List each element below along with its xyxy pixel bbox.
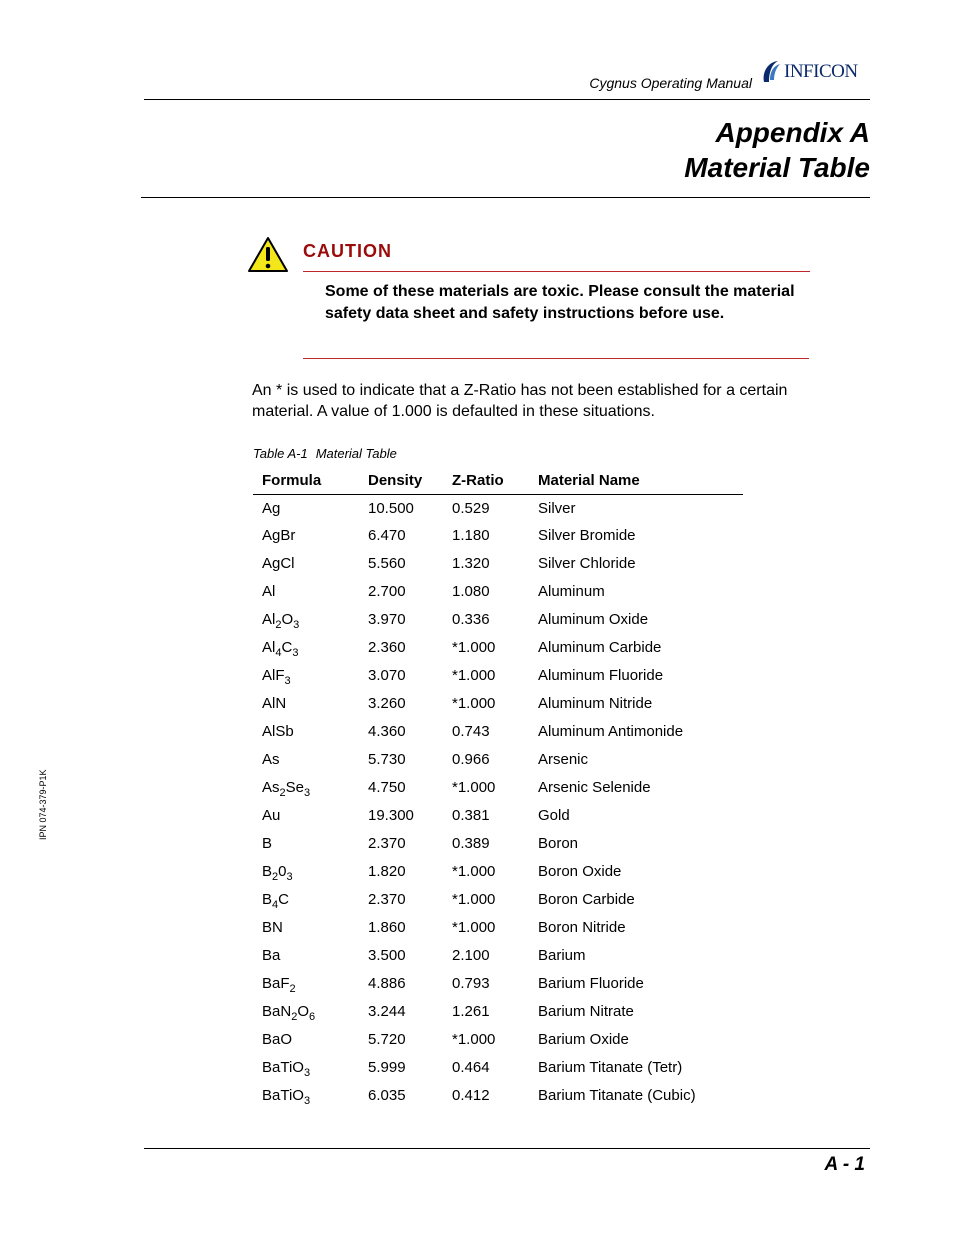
cell-zratio: *1.000 (452, 1030, 496, 1048)
cell-zratio: 0.412 (452, 1086, 490, 1104)
table-row (253, 495, 743, 522)
cell-density: 5.560 (368, 554, 406, 572)
cell-zratio: *1.000 (452, 694, 496, 712)
cell-density: 4.886 (368, 974, 406, 992)
table-row (253, 577, 743, 605)
cell-zratio: *1.000 (452, 862, 496, 880)
table-number: Table A-1 (253, 446, 308, 461)
cell-zratio: *1.000 (452, 918, 496, 936)
material-table (253, 466, 743, 1109)
formula-element: BaTiO (262, 1086, 304, 1104)
formula-element: AlN (262, 694, 287, 712)
formula-subscript: 4 (275, 646, 282, 659)
formula-element: BaF (262, 974, 290, 992)
heading-appendix: Appendix A (715, 117, 870, 148)
formula-element: As (262, 778, 280, 796)
header-zratio: Z-Ratio (443, 466, 529, 495)
cell-density: 3.970 (368, 610, 406, 628)
formula-element: 0 (278, 862, 287, 880)
table-row (253, 633, 743, 661)
formula-element: O (281, 610, 294, 628)
logo-wordmark: INFICON (784, 61, 858, 82)
cell-density: 2.370 (368, 890, 406, 908)
cell-material-name: Silver (538, 499, 576, 517)
cell-formula (253, 495, 359, 522)
formula-subscript: 2 (291, 1010, 298, 1023)
formula-element: AlF (262, 666, 285, 684)
cell-formula (253, 521, 359, 549)
formula-element: Al (262, 610, 276, 628)
cell-material-name: Boron Carbide (538, 890, 635, 908)
formula-element: O (297, 1002, 309, 1020)
table-row (253, 773, 743, 801)
cell-formula (253, 829, 359, 857)
cell-material-name: Barium Fluoride (538, 974, 644, 992)
formula-subscript: 2 (275, 618, 282, 631)
formula-element: Ba (262, 946, 281, 964)
formula-subscript: 3 (286, 870, 293, 883)
cell-material-name: Arsenic Selenide (538, 778, 651, 796)
cell-density: 6.035 (368, 1086, 406, 1104)
cell-zratio: 0.529 (452, 499, 490, 517)
cell-material-name: Aluminum Oxide (538, 610, 649, 628)
formula-element: Al (262, 638, 276, 656)
cell-zratio: 0.381 (452, 806, 490, 824)
cell-density: 1.860 (368, 918, 406, 936)
table-row (253, 1025, 743, 1053)
formula-subscript: 3 (293, 618, 300, 631)
caution-text: Some of these materials are toxic. Please consult the material safety data sheet and safety instructions before use. (325, 283, 795, 322)
formula-element: B (262, 890, 273, 908)
cell-zratio: *1.000 (452, 778, 496, 796)
cell-formula (253, 997, 359, 1025)
cell-formula (253, 689, 359, 717)
table-row (253, 969, 743, 997)
cell-formula (253, 773, 359, 801)
formula-subscript: 3 (303, 1094, 311, 1107)
table-row (253, 1081, 743, 1109)
header-rule (144, 99, 870, 100)
formula-element: BN (262, 918, 283, 936)
cell-density: 19.300 (368, 806, 414, 824)
cell-material-name: Gold (538, 806, 570, 824)
cell-formula (253, 969, 359, 997)
cell-material-name: Aluminum Carbide (538, 638, 662, 656)
cell-zratio: 0.743 (452, 722, 490, 740)
cell-material-name: Silver Chloride (538, 554, 636, 572)
cell-zratio: *1.000 (452, 638, 496, 656)
header-density: Density (359, 466, 443, 495)
formula-element: BaTiO (262, 1058, 304, 1076)
formula-element: C (281, 638, 293, 656)
cell-zratio: 0.966 (452, 750, 490, 768)
formula-element: AgCl (262, 554, 295, 572)
caution-bottom-rule (303, 358, 809, 359)
cell-material-name: Silver Bromide (538, 526, 636, 544)
cell-formula (253, 661, 359, 689)
table-header-row (253, 466, 743, 495)
cell-material-name: Barium Oxide (538, 1030, 629, 1048)
formula-subscript: 6 (308, 1010, 316, 1023)
cell-zratio: 0.389 (452, 834, 490, 852)
formula-subscript: 3 (292, 646, 299, 659)
cell-material-name: Arsenic (538, 750, 589, 768)
cell-zratio: 1.320 (452, 554, 490, 572)
side-ipn-label: IPN 074-379-P1K (38, 769, 48, 840)
cell-density: 2.360 (368, 638, 406, 656)
table-row (253, 857, 743, 885)
formula-subscript: 4 (272, 898, 279, 911)
cell-density: 3.244 (368, 1002, 406, 1020)
cell-formula (253, 857, 359, 885)
cell-zratio: *1.000 (452, 666, 496, 684)
cell-formula (253, 801, 359, 829)
header-material-name: Material Name (529, 466, 743, 495)
cell-formula (253, 1025, 359, 1053)
cell-material-name: Barium Titanate (Tetr) (538, 1058, 683, 1076)
cell-zratio: 1.180 (452, 526, 490, 544)
formula-element: Al (262, 582, 276, 600)
table-row (253, 549, 743, 577)
cell-formula (253, 941, 359, 969)
cell-density: 10.500 (368, 499, 414, 517)
table-caption (253, 446, 397, 461)
inficon-logo (760, 58, 875, 84)
formula-subscript: 3 (284, 674, 291, 687)
cell-density: 6.470 (368, 526, 406, 544)
cell-material-name: Aluminum Antimonide (538, 722, 684, 740)
formula-subscript: 3 (303, 1066, 311, 1079)
formula-element: BaN (262, 1002, 292, 1020)
table-row (253, 521, 743, 549)
cell-zratio: 0.793 (452, 974, 490, 992)
table-row (253, 1053, 743, 1081)
heading-title: Material Table (684, 152, 870, 183)
cell-formula (253, 717, 359, 745)
cell-zratio: 1.080 (452, 582, 490, 600)
formula-element: AlSb (262, 722, 294, 740)
cell-density: 1.820 (368, 862, 406, 880)
cell-material-name: Barium (538, 946, 586, 964)
cell-formula (253, 633, 359, 661)
formula-subscript: 2 (272, 870, 279, 883)
cell-material-name: Boron Oxide (538, 862, 622, 880)
formula-subscript: 3 (304, 786, 311, 799)
table-row (253, 605, 743, 633)
heading-rule (141, 197, 870, 198)
cell-material-name: Aluminum (538, 582, 605, 600)
formula-element: Ag (262, 499, 281, 517)
table-row (253, 913, 743, 941)
formula-element: B (262, 862, 273, 880)
formula-element: Au (262, 806, 281, 824)
cell-density: 5.999 (368, 1058, 406, 1076)
formula-element: C (278, 890, 289, 908)
formula-element: Se (285, 778, 304, 796)
cell-zratio: *1.000 (452, 890, 496, 908)
table-body (253, 495, 743, 1110)
table-row (253, 801, 743, 829)
cell-density: 4.750 (368, 778, 406, 796)
intro-paragraph: An * is used to indicate that a Z-Ratio has not been established for a certain material. A value of 1.000 is defaulted in these situations. (252, 382, 788, 420)
cell-density: 3.070 (368, 666, 406, 684)
table-row (253, 689, 743, 717)
cell-density: 3.500 (368, 946, 406, 964)
formula-element: BaO (262, 1030, 293, 1048)
page-number: A - 1 (824, 1154, 865, 1175)
cell-material-name: Barium Titanate (Cubic) (538, 1086, 696, 1104)
table-row (253, 661, 743, 689)
formula-subscript: 2 (289, 982, 296, 995)
formula-element: B (262, 834, 273, 852)
cell-zratio: 2.100 (452, 946, 490, 964)
cell-zratio: 1.261 (452, 1002, 490, 1020)
cell-density: 3.260 (368, 694, 406, 712)
cell-material-name: Boron (538, 834, 579, 852)
cell-zratio: 0.464 (452, 1058, 490, 1076)
caution-label: CAUTION (303, 241, 392, 261)
cell-density: 4.360 (368, 722, 406, 740)
cell-formula (253, 745, 359, 773)
cell-density: 2.370 (368, 834, 406, 852)
cell-density: 5.720 (368, 1030, 406, 1048)
cell-formula (253, 577, 359, 605)
table-row (253, 997, 743, 1025)
table-row (253, 829, 743, 857)
cell-formula (253, 913, 359, 941)
table-row (253, 745, 743, 773)
cell-density: 5.730 (368, 750, 406, 768)
cell-material-name: Aluminum Fluoride (538, 666, 664, 684)
cell-formula (253, 605, 359, 633)
formula-subscript: 2 (279, 786, 286, 799)
cell-formula (253, 549, 359, 577)
document-title: Cygnus Operating Manual (589, 75, 752, 91)
table-caption-title: Material Table (315, 446, 397, 461)
table-row (253, 717, 743, 745)
table-row (253, 941, 743, 969)
cell-formula (253, 1081, 359, 1109)
cell-material-name: Barium Nitrate (538, 1002, 634, 1020)
header-formula: Formula (253, 466, 359, 495)
table-row (253, 885, 743, 913)
caution-top-rule (303, 271, 810, 272)
logo-mark-icon (760, 58, 782, 84)
cell-formula (253, 885, 359, 913)
cell-material-name: Boron Nitride (538, 918, 626, 936)
page-heading (400, 115, 870, 185)
formula-element: AgBr (262, 526, 296, 544)
formula-element: As (262, 750, 280, 768)
cell-density: 2.700 (368, 582, 406, 600)
warning-triangle-icon (247, 236, 289, 273)
cell-material-name: Aluminum Nitride (538, 694, 653, 712)
cell-formula (253, 1053, 359, 1081)
footer-rule (144, 1148, 870, 1149)
cell-zratio: 0.336 (452, 610, 490, 628)
